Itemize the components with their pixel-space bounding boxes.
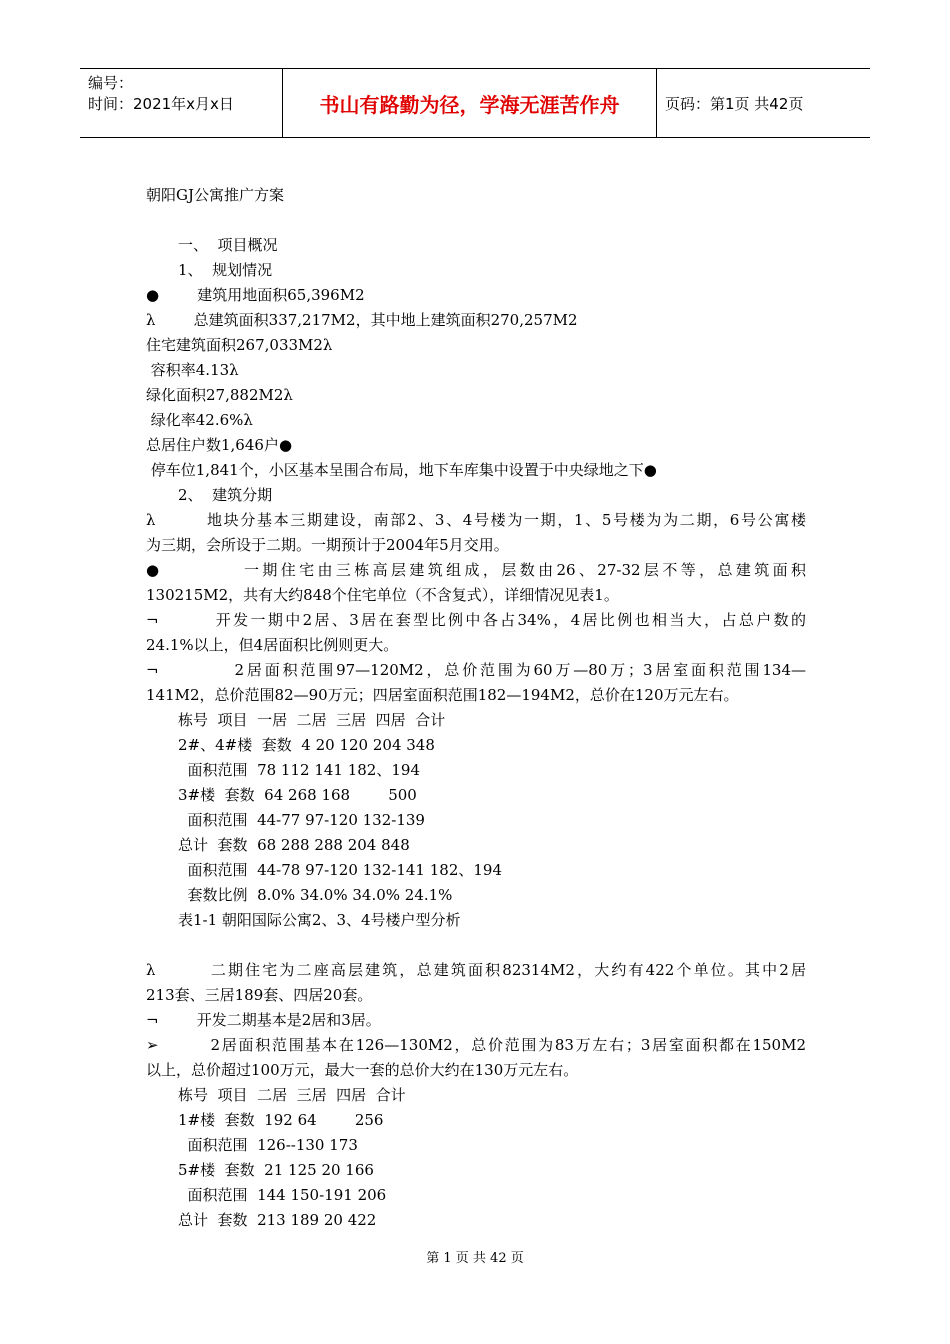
- text-line: λ 二期住宅为二座高层建筑，总建筑面积82314M2，大约有422个单位。其中2居: [146, 961, 806, 979]
- table-row: 2#、4#楼 套数 4 20 120 204 348: [178, 736, 435, 754]
- text-line: 24.1%以上，但4居面积比例则更大。: [146, 636, 399, 654]
- table-row: 面积范围 44-77 97-120 132-139: [178, 811, 425, 829]
- table-row: 1#楼 套数 192 64 256: [178, 1111, 384, 1129]
- text-line: 130215M2，共有大约848个住宅单位（不含复式），详细情况见表1。: [146, 586, 619, 604]
- table-row: 套数比例 8.0% 34.0% 34.0% 24.1%: [178, 886, 453, 904]
- text-line: λ 总建筑面积337,217M2，其中地上建筑面积270,257M2: [146, 311, 578, 329]
- table-row: 栋号 项目 二居 三居 四居 合计: [178, 1086, 406, 1104]
- text-line: 绿化面积27,882M2λ: [146, 386, 293, 404]
- table-row: 面积范围 126--130 173: [178, 1136, 358, 1154]
- section-heading: 一、 项目概况: [178, 236, 278, 254]
- text-line: 141M2，总价范围82—90万元；四居室面积范围182—194M2，总价在120万元左右。: [146, 686, 739, 704]
- page-header: [80, 68, 870, 138]
- subsection-heading: 2、 建筑分期: [178, 486, 273, 504]
- text-line: 213套、三居189套、四居20套。: [146, 986, 373, 1004]
- document-title: 朝阳GJ公寓推广方案: [146, 186, 284, 204]
- text-line: 住宅建筑面积267,033M2λ: [146, 336, 333, 354]
- text-line: ¬ 2居面积范围97—120M2，总价范围为60万—80万；3居室面积范围134—: [146, 661, 806, 679]
- header-meta: [80, 69, 282, 137]
- text-line: 绿化率42.6%λ: [146, 411, 253, 429]
- text-line: 容积率4.13λ: [146, 361, 239, 379]
- header-motto: 书山有路勤为径，学海无涯苦作舟: [282, 69, 657, 137]
- text-line: 总居住户数1,646户●: [146, 436, 293, 454]
- text-line: ¬ 开发一期中2居、3居在套型比例中各占34%，4居比例也相当大，占总户数的: [146, 611, 806, 629]
- table-row: 栋号 项目 一居 二居 三居 四居 合计: [178, 711, 446, 729]
- table-row: 3#楼 套数 64 268 168 500: [178, 786, 417, 804]
- page-footer: 第 1 页 共 42 页: [426, 1251, 524, 1266]
- date-label: 时间：2021年x月x日: [88, 95, 234, 113]
- number-label: 编号：: [88, 74, 134, 92]
- table-row: 5#楼 套数 21 125 20 166: [178, 1161, 374, 1179]
- table-row: 总计 套数 68 288 288 204 848: [178, 836, 410, 854]
- text-line: ● 建筑用地面积65,396M2: [146, 286, 365, 304]
- subsection-heading: 1、 规划情况: [178, 261, 273, 279]
- text-line: ● 一期住宅由三栋高层建筑组成，层数由26、27-32层不等，总建筑面积: [146, 561, 806, 579]
- table-row: 面积范围 44-78 97-120 132-141 182、194: [178, 861, 502, 879]
- text-line: 为三期，会所设于二期。一期预计于2004年5月交用。: [146, 536, 509, 554]
- text-line: 停车位1,841个，小区基本呈围合布局，地下车库集中设置于中央绿地之下●: [146, 461, 657, 479]
- text-line: ➢ 2居面积范围基本在126—130M2，总价范围为83万左右；3居室面积都在150M2: [146, 1036, 806, 1054]
- text-line: 以上，总价超过100万元，最大一套的总价大约在130万元左右。: [146, 1061, 579, 1079]
- text-line: λ 地块分基本三期建设，南部2、3、4号楼为一期，1、5号楼为为二期，6号公寓楼: [146, 511, 806, 529]
- table-row: 面积范围 78 112 141 182、194: [178, 761, 420, 779]
- table-row: 面积范围 144 150-191 206: [178, 1186, 387, 1204]
- header-page-info: 页码：第1页 共42页: [665, 94, 804, 113]
- table-caption: 表1-1 朝阳国际公寓2、3、4号楼户型分析: [178, 911, 461, 929]
- table-row: 总计 套数 213 189 20 422: [178, 1211, 377, 1229]
- text-line: ¬ 开发二期基本是2居和3居。: [146, 1011, 381, 1029]
